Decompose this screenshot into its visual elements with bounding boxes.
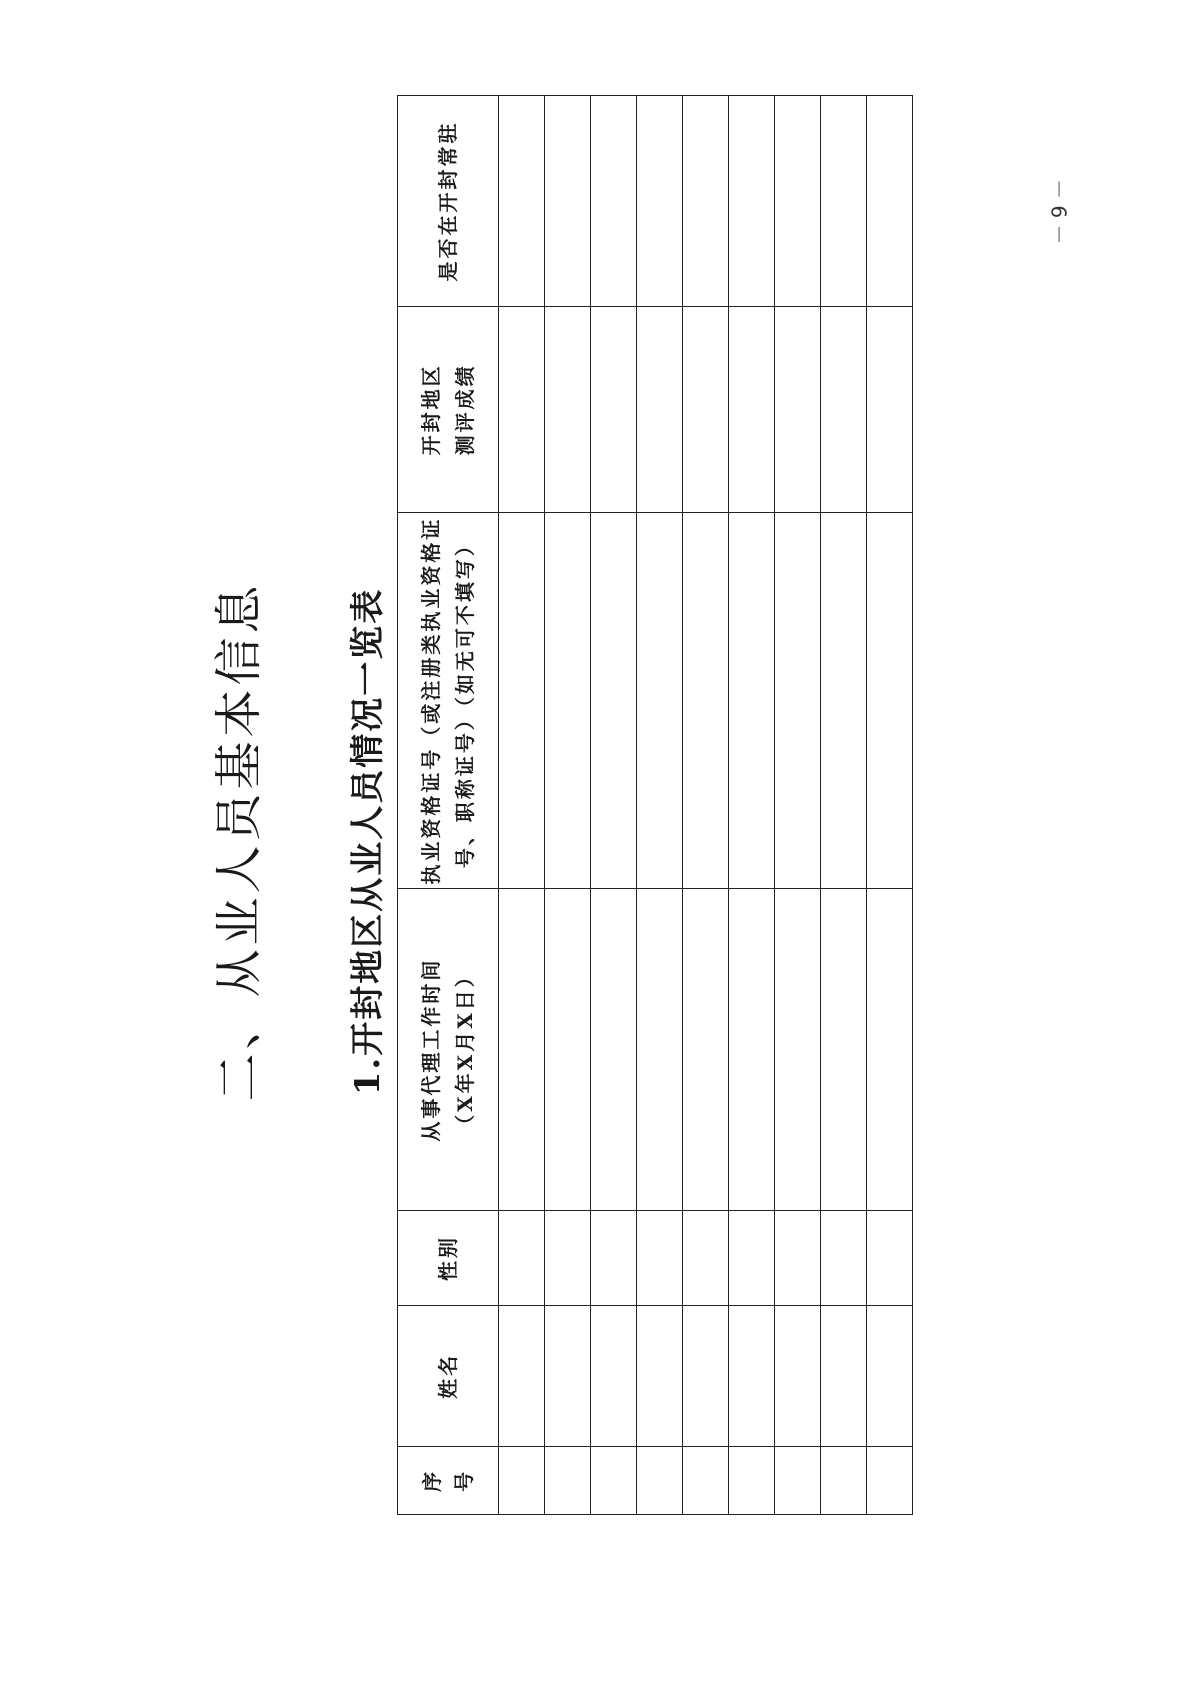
table-cell xyxy=(775,889,821,1210)
table-cell xyxy=(499,96,545,307)
table-cell xyxy=(499,1306,545,1447)
table-cell xyxy=(591,306,637,512)
table-cell xyxy=(637,1446,683,1514)
table-cell xyxy=(545,306,591,512)
table-cell xyxy=(683,1446,729,1514)
table-cell xyxy=(775,1306,821,1447)
table-row xyxy=(821,96,867,1515)
page-number: － 9 － xyxy=(1047,179,1072,245)
table-cell xyxy=(683,1210,729,1305)
table-cell xyxy=(683,512,729,889)
table-cell xyxy=(775,306,821,512)
header-resident xyxy=(398,96,499,307)
table-cell xyxy=(637,96,683,307)
table-cell xyxy=(499,1446,545,1514)
table-cell xyxy=(683,96,729,307)
table-row xyxy=(729,96,775,1515)
table-cell xyxy=(545,1306,591,1447)
table-cell xyxy=(729,96,775,307)
table-row xyxy=(591,96,637,1515)
table-cell xyxy=(499,1210,545,1305)
table-cell xyxy=(867,1210,913,1305)
header-work-time xyxy=(398,889,499,1210)
table-cell xyxy=(545,512,591,889)
table-row xyxy=(499,96,545,1515)
table-cell xyxy=(729,512,775,889)
table-cell xyxy=(867,96,913,307)
table-cell xyxy=(591,1446,637,1514)
table-cell xyxy=(729,1210,775,1305)
table-cell xyxy=(821,1446,867,1514)
table-cell xyxy=(821,96,867,307)
table-cell xyxy=(499,512,545,889)
header-resident-label: 是否在开封常驻 xyxy=(436,120,460,282)
table-cell xyxy=(867,1306,913,1447)
header-work-time-line2: （X年X月X日） xyxy=(453,964,477,1135)
table-cell xyxy=(545,96,591,307)
table-cell xyxy=(821,889,867,1210)
table-cell xyxy=(499,889,545,1210)
table-body xyxy=(499,96,913,1515)
table-cell xyxy=(545,889,591,1210)
table-cell xyxy=(867,1446,913,1514)
header-name-label: 姓名 xyxy=(436,1352,460,1399)
staff-info-table xyxy=(397,95,913,1515)
header-work-time-line1: 从事代理工作时间 xyxy=(419,957,443,1142)
table-cell xyxy=(499,306,545,512)
table-cell xyxy=(591,512,637,889)
table-header-row xyxy=(398,96,499,1515)
table-cell xyxy=(821,306,867,512)
table-cell xyxy=(729,1446,775,1514)
table-cell xyxy=(729,1306,775,1447)
table-cell xyxy=(729,306,775,512)
table-row xyxy=(637,96,683,1515)
table-cell xyxy=(683,306,729,512)
table-cell xyxy=(545,1446,591,1514)
table-cell xyxy=(637,1210,683,1305)
header-certificate xyxy=(398,512,499,889)
table-cell xyxy=(729,889,775,1210)
table-row xyxy=(545,96,591,1515)
table-cell xyxy=(683,1306,729,1447)
table-title: 1.开封地区从业人员情况一览表 xyxy=(348,587,388,1096)
table-cell xyxy=(637,1306,683,1447)
table-cell xyxy=(775,96,821,307)
table-cell xyxy=(591,889,637,1210)
header-seq xyxy=(398,1446,499,1514)
table-cell xyxy=(821,512,867,889)
table-cell xyxy=(591,1210,637,1305)
header-certificate-line2: 号、职称证号）（如无可不填写） xyxy=(453,533,477,869)
table-cell xyxy=(545,1210,591,1305)
header-score-line1: 开封地区 xyxy=(419,363,443,456)
table-row xyxy=(683,96,729,1515)
table-cell xyxy=(775,1210,821,1305)
table-cell xyxy=(775,1446,821,1514)
table-cell xyxy=(637,512,683,889)
header-seq-label: 序号 xyxy=(419,1468,476,1492)
header-gender-label: 性别 xyxy=(436,1234,460,1281)
header-gender xyxy=(398,1210,499,1305)
table-cell xyxy=(637,889,683,1210)
table-cell xyxy=(867,889,913,1210)
table-cell xyxy=(683,889,729,1210)
header-name xyxy=(398,1306,499,1447)
table-cell xyxy=(591,1306,637,1447)
table-cell xyxy=(637,306,683,512)
table-row xyxy=(775,96,821,1515)
header-score xyxy=(398,306,499,512)
table-cell xyxy=(775,512,821,889)
table-cell xyxy=(591,96,637,307)
table-cell xyxy=(867,512,913,889)
section-title: 二、从业人员基本信息 xyxy=(211,581,267,1102)
header-certificate-line1: 执业资格证号（或注册类执业资格证 xyxy=(419,516,443,885)
table-cell xyxy=(821,1210,867,1305)
table-cell xyxy=(821,1306,867,1447)
header-score-line2: 测评成绩 xyxy=(453,363,477,456)
table-cell xyxy=(867,306,913,512)
table-row xyxy=(867,96,913,1515)
